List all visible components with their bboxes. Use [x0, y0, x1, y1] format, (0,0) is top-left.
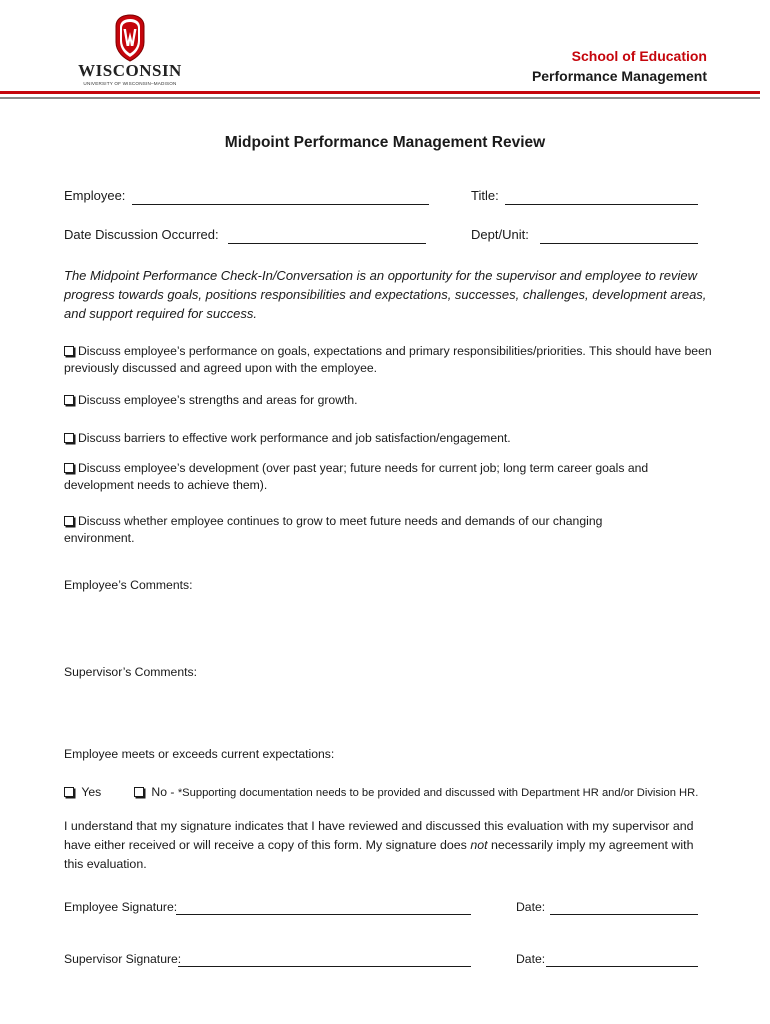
school-name: School of Education — [571, 48, 707, 64]
no-note: *Supporting documentation needs to be provided and discussed with Department HR and/or Division HR. — [177, 787, 699, 799]
checkbox-icon[interactable] — [64, 395, 74, 405]
checklist-item-text: Discuss employee’s development (over past year; future needs for current job; long term career goals and development needs to achieve them). — [64, 461, 649, 492]
employee-label: Employee: — [64, 188, 126, 203]
employee-signature-field[interactable] — [176, 900, 471, 915]
dept-unit-field[interactable] — [540, 229, 698, 244]
yes-label: Yes — [81, 785, 102, 799]
supervisor-signature-label: Supervisor Signature: — [64, 952, 182, 966]
supervisor-signature-field[interactable] — [178, 952, 471, 967]
crest-icon — [112, 14, 148, 62]
checklist-item — [64, 430, 714, 447]
employee-comments-area[interactable] — [64, 598, 714, 658]
title-label: Title: — [471, 188, 499, 203]
checkbox-icon[interactable] — [64, 463, 74, 473]
checkbox-icon[interactable] — [64, 787, 74, 797]
employee-signature-label: Employee Signature: — [64, 900, 178, 914]
title-field[interactable] — [505, 190, 698, 205]
no-label: No - — [151, 785, 175, 799]
ack-after: necessarily imply my agreement with this evaluation. — [64, 838, 694, 871]
intro-text: The Midpoint Performance Check-In/Conversation is an opportunity for the supervisor and employee to review progress towards goals, positions responsibilities and expectations, successes, challenges, development areas, and support required for success. — [64, 268, 707, 321]
checklist-item — [64, 343, 714, 377]
yes-option[interactable] — [64, 785, 101, 799]
logo-subtext: UNIVERSITY OF WISCONSIN–MADISON — [83, 81, 177, 86]
checklist-item-text: Discuss employee’s performance on goals, expectations and primary responsibilities/priorities. This should have been previously discussed and agreed upon with the employee. — [64, 344, 712, 375]
no-option[interactable] — [134, 785, 698, 799]
checkbox-icon[interactable] — [134, 787, 144, 797]
checkbox-icon[interactable] — [64, 433, 74, 443]
employee-date-label: Date: — [516, 900, 546, 914]
employee-comments-label: Employee’s Comments: — [64, 578, 193, 592]
checkbox-icon[interactable] — [64, 516, 74, 526]
dept-unit-label: Dept/Unit: — [471, 227, 529, 242]
department-name: Performance Management — [531, 68, 707, 84]
supervisor-date-label: Date: — [516, 952, 546, 966]
header-divider-red — [0, 91, 760, 94]
checklist-item — [64, 513, 644, 547]
checklist-item-text: Discuss barriers to effective work performance and job satisfaction/engagement. — [78, 431, 511, 445]
date-discussion-field[interactable] — [228, 229, 426, 244]
supervisor-comments-area[interactable] — [64, 685, 714, 743]
expectations-question: Employee meets or exceeds current expectations: — [64, 747, 335, 761]
supervisor-comments-label: Supervisor’s Comments: — [64, 665, 197, 679]
checklist-item — [64, 392, 714, 409]
checklist-item-text: Discuss whether employee continues to grow to meet future needs and demands of our changing environment. — [64, 514, 603, 545]
ack-emphasis: not — [470, 838, 488, 852]
employee-field[interactable] — [132, 190, 429, 205]
logo-wordmark: WISCONSIN — [78, 61, 182, 80]
checklist-item — [64, 460, 714, 494]
ack-before: I understand that my signature indicates that I have reviewed and discussed this evaluation with my supervisor and have either received or will receive a copy of this form. My signature does — [64, 819, 694, 852]
checkbox-icon[interactable] — [64, 346, 74, 356]
header-divider-gray — [0, 97, 760, 99]
date-discussion-label: Date Discussion Occurred: — [64, 227, 219, 242]
checklist-item-text: Discuss employee’s strengths and areas for growth. — [78, 393, 358, 407]
employee-date-field[interactable] — [550, 900, 698, 915]
page-title: Midpoint Performance Management Review — [224, 134, 546, 151]
acknowledgment-text — [64, 817, 714, 874]
university-logo — [78, 14, 182, 90]
supervisor-date-field[interactable] — [546, 952, 698, 967]
